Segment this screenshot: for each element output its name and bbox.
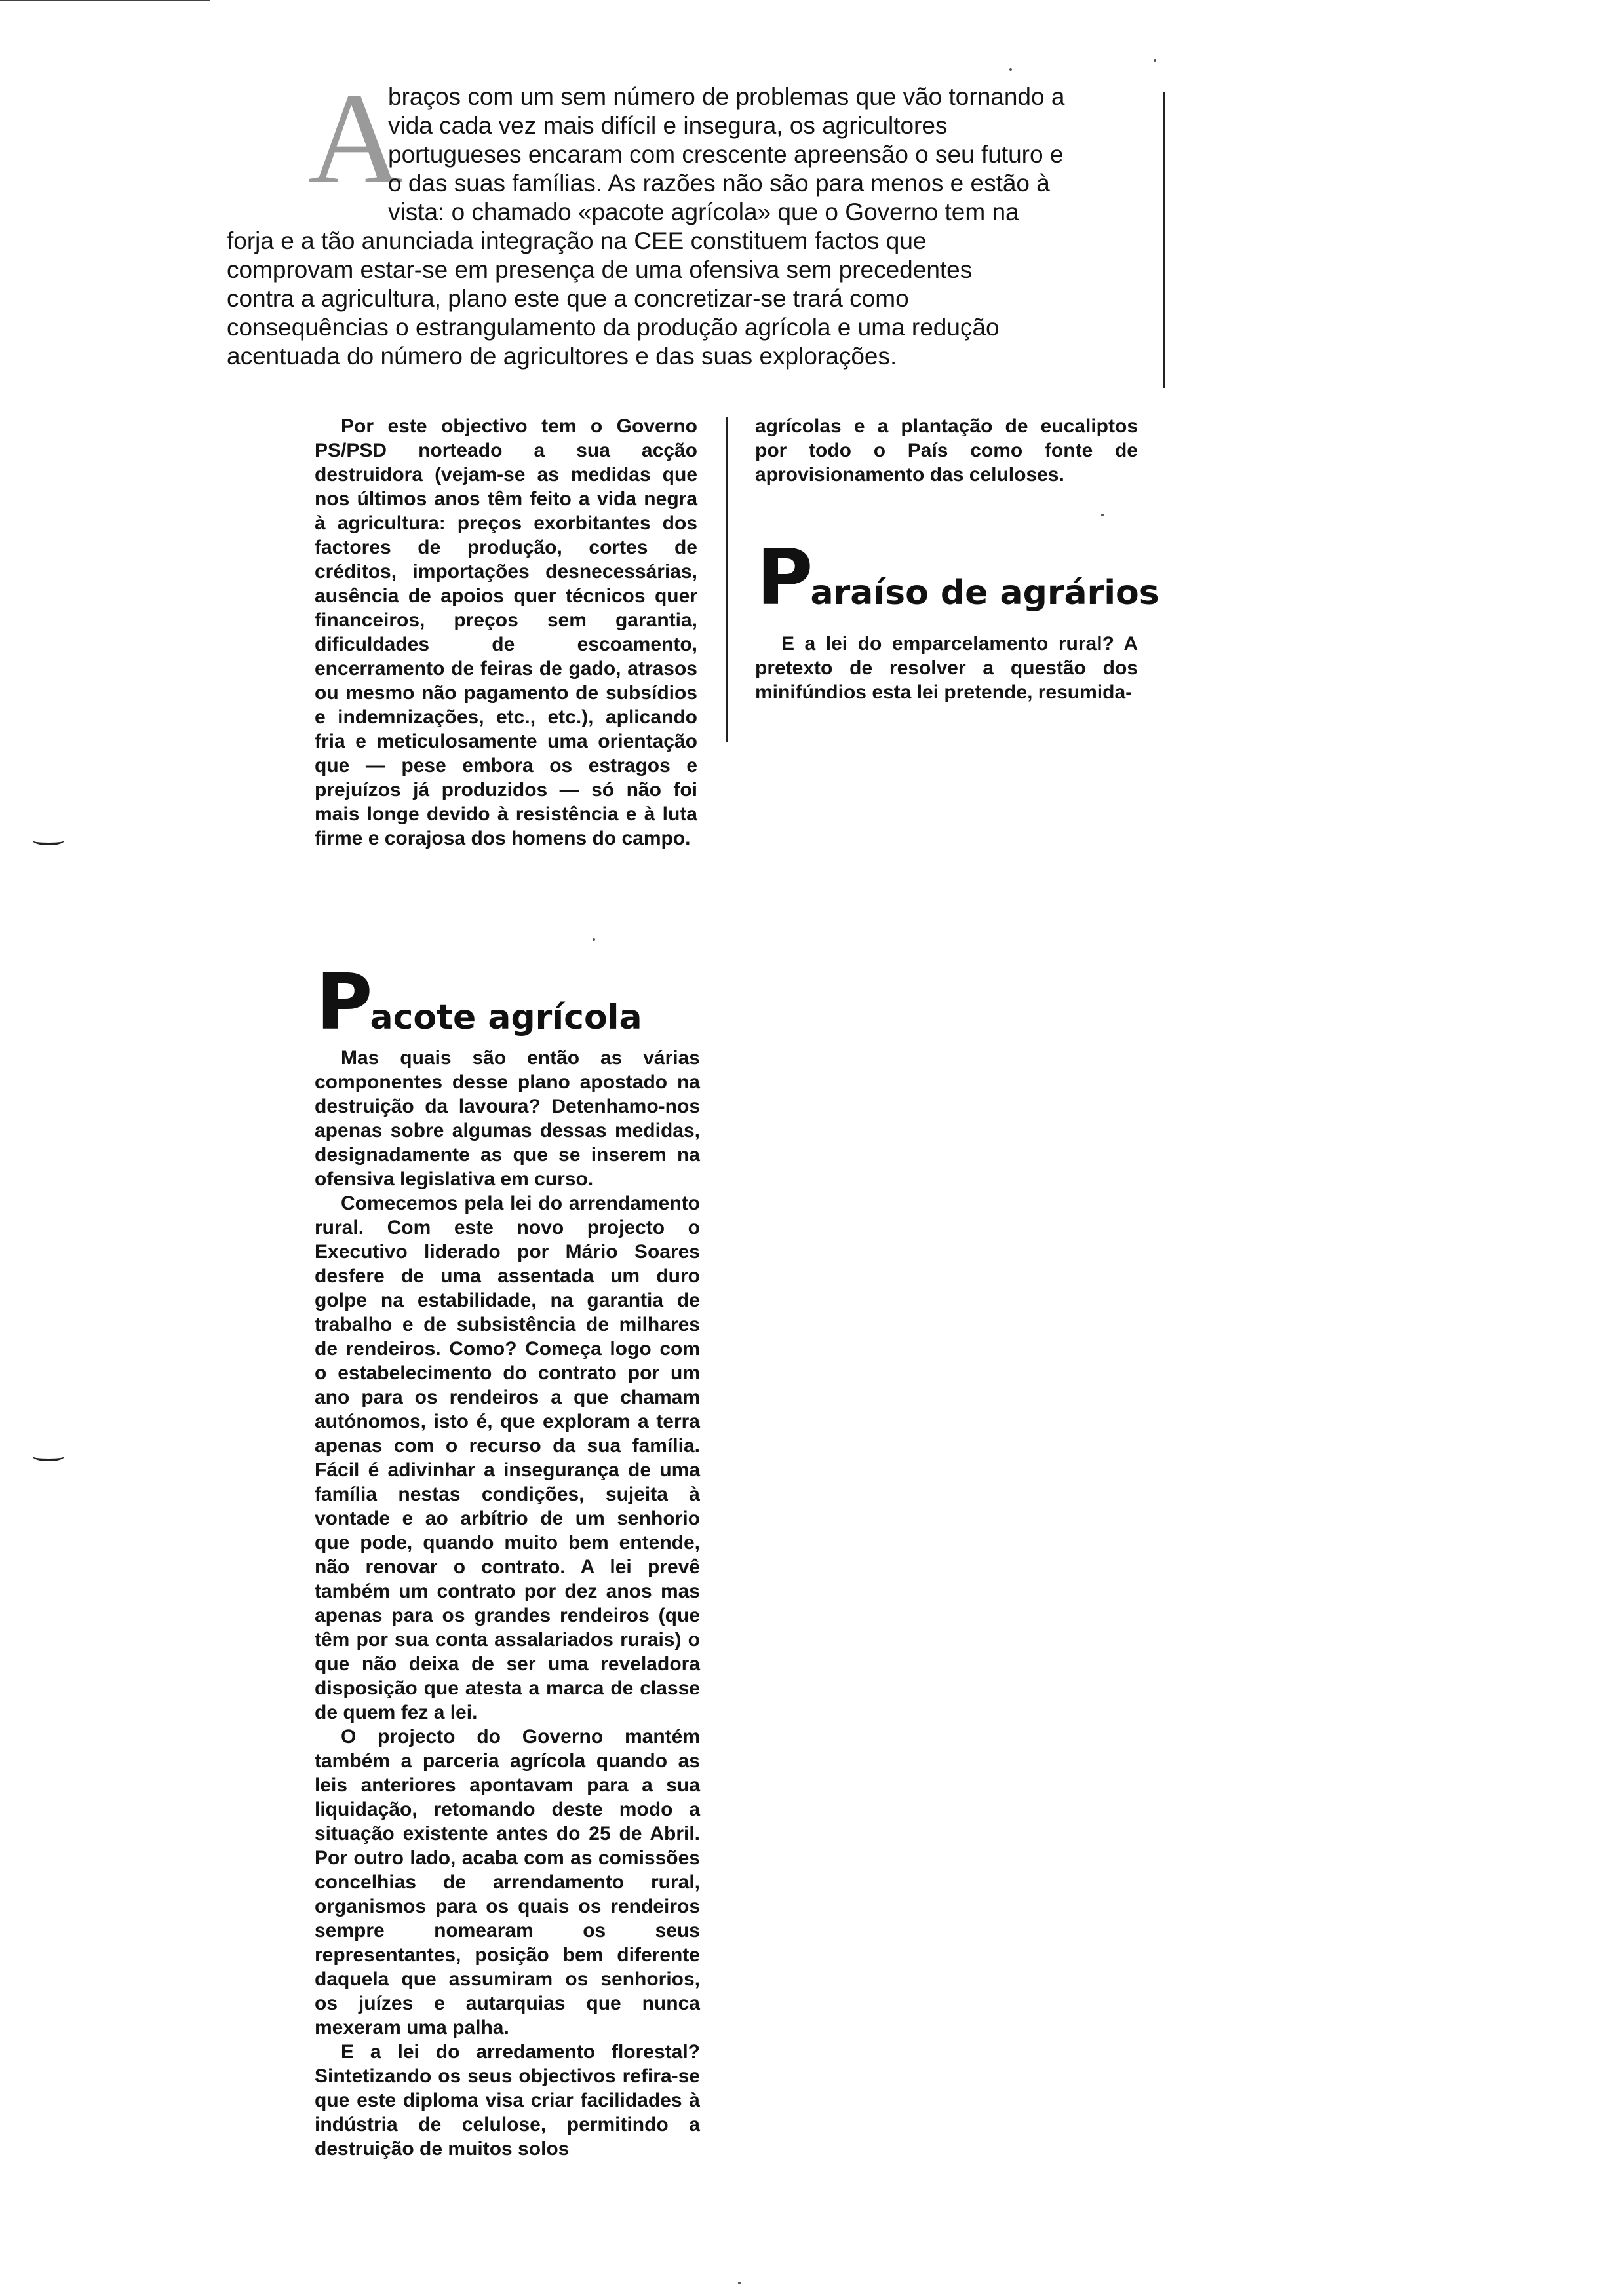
heading-initial: P [316,957,370,1047]
intro-side-rule [1163,92,1165,388]
lead-line: acentuada do número de agricultores e das suas explorações. [227,343,897,370]
binding-mark-top [33,836,64,845]
column-rule [726,417,728,742]
lead-line: vida cada vez mais difícil e insegura, os agricultores [388,112,948,139]
lead-line: forja e a tão anunciada integração na CEE constituem factos que [227,227,927,254]
lead-text [227,66,1122,371]
lead-line: contra a agricultura, plano este que a concretizar-se trará como [227,285,909,312]
heading-text: araíso de agrários [810,573,1159,613]
column-right-section [755,632,1138,704]
body-paragraph: Mas quais são então as várias componentes desse plano apostado na destruição da lavoura? Detenhamo-nos apenas sobre algumas dessas medidas, designadamente as que se inserem na ofensiva legislativa em curso. [315,1047,700,1190]
speck [738,2282,741,2284]
lead-line: o das suas famílias. As razões não são para menos e estão à [388,170,1050,197]
speck [1009,68,1012,71]
body-paragraph: Por este objectivo tem o Governo PS/PSD norteado a sua acção destruidora (vejam-se as medidas que nos últimos anos têm feito a vida negra à agricultura: preços exorbitantes dos factores de produção, cortes de créditos, importações desnecessárias, ausência de apoios quer técnicos quer financeiros, preços sem garantia, dificuldades de escoamento, encerramento de feiras de gado, atrasos ou mesmo não pagamento de subsídios e indemnizações, etc., etc.), aplicando fria e meticulosamente uma orientação que — pese embora os estragos e prejuízos já produzidos — só não foi mais longe devido à resistência e à luta firme e corajosa dos homens do campo. [315,415,697,849]
speck [1154,59,1156,62]
lead-line: vista: o chamado «pacote agrícola» que o Governo tem na [388,199,1019,225]
lead-paragraph [227,66,1122,371]
speck [593,938,595,941]
body-paragraph: O projecto do Governo mantém também a parceria agrícola quando as leis anteriores apontavam para a sua liquidação, retomando deste modo a situação existente antes do 25 de Abril. Por outro lado, acaba com as comissões concelhias de arrendamento rural, organismos para os quais os rendeiros sempre nomearam os seus representantes, posição bem diferente daquela que assumiram os senhorios, os juízes e autarquias que nunca mexeram uma palha. [315,1726,700,2038]
lead-line: braços com um sem número de problemas que vão tornando a [388,83,1065,110]
lead-line: consequências o estrangulamento da produção agrícola e uma redução [227,314,1000,341]
drop-cap: A [308,66,399,211]
column-left-top [315,414,697,851]
lead-line: comprovam estar-se em presença de uma ofensiva sem precedentes [227,256,973,283]
corner-rule [0,0,210,1]
column-left-bottom [315,1046,700,2161]
body-paragraph: agrícolas e a plantação de eucaliptos por todo o País como fonte de aprovisionamento das celuloses. [755,415,1138,486]
heading-text: acote agrícola [370,998,642,1037]
lead-line: portugueses encaram com crescente apreensão o seu futuro e [388,141,1064,168]
section-heading-paraiso-de-agrarios [756,532,1159,622]
section-heading-pacote-agricola [316,957,642,1047]
body-paragraph: E a lei do emparcelamento rural? A pretexto de resolver a questão dos minifúndios esta lei pretende, resumida- [755,633,1138,703]
heading-initial: P [756,532,811,622]
column-right [755,414,1138,487]
body-paragraph: Comecemos pela lei do arrendamento rural. Com este novo projecto o Executivo liderado por Mário Soares desfere de uma assentada um duro golpe na estabilidade, na garantia de trabalho e de subsistência de milhares de rendeiros. Como? Começa logo com o estabelecimento do contrato por um ano para os rendeiros a que chamam autónomos, isto é, que exploram a terra apenas com o recurso da sua família. Fácil é adivinhar a insegurança de uma família nestas condições, sujeita à vontade e ao arbítrio de um senhorio que pode, quando muito bem entende, não renovar o contrato. A lei prevê também um contrato por dez anos mas apenas para os grandes rendeiros (que têm por sua conta assalariados rurais) o que não deixa de ser uma reveladora disposição que atesta a marca de classe de quem fez a lei. [315,1193,700,1723]
body-paragraph: E a lei do arredamento florestal? Sintetizando os seus objectivos refira-se que este diploma visa criar facilidades à indústria de celulose, permitindo a destruição de muitos solos [315,2041,700,2160]
binding-mark-bottom [33,1452,64,1461]
speck [1101,514,1104,516]
